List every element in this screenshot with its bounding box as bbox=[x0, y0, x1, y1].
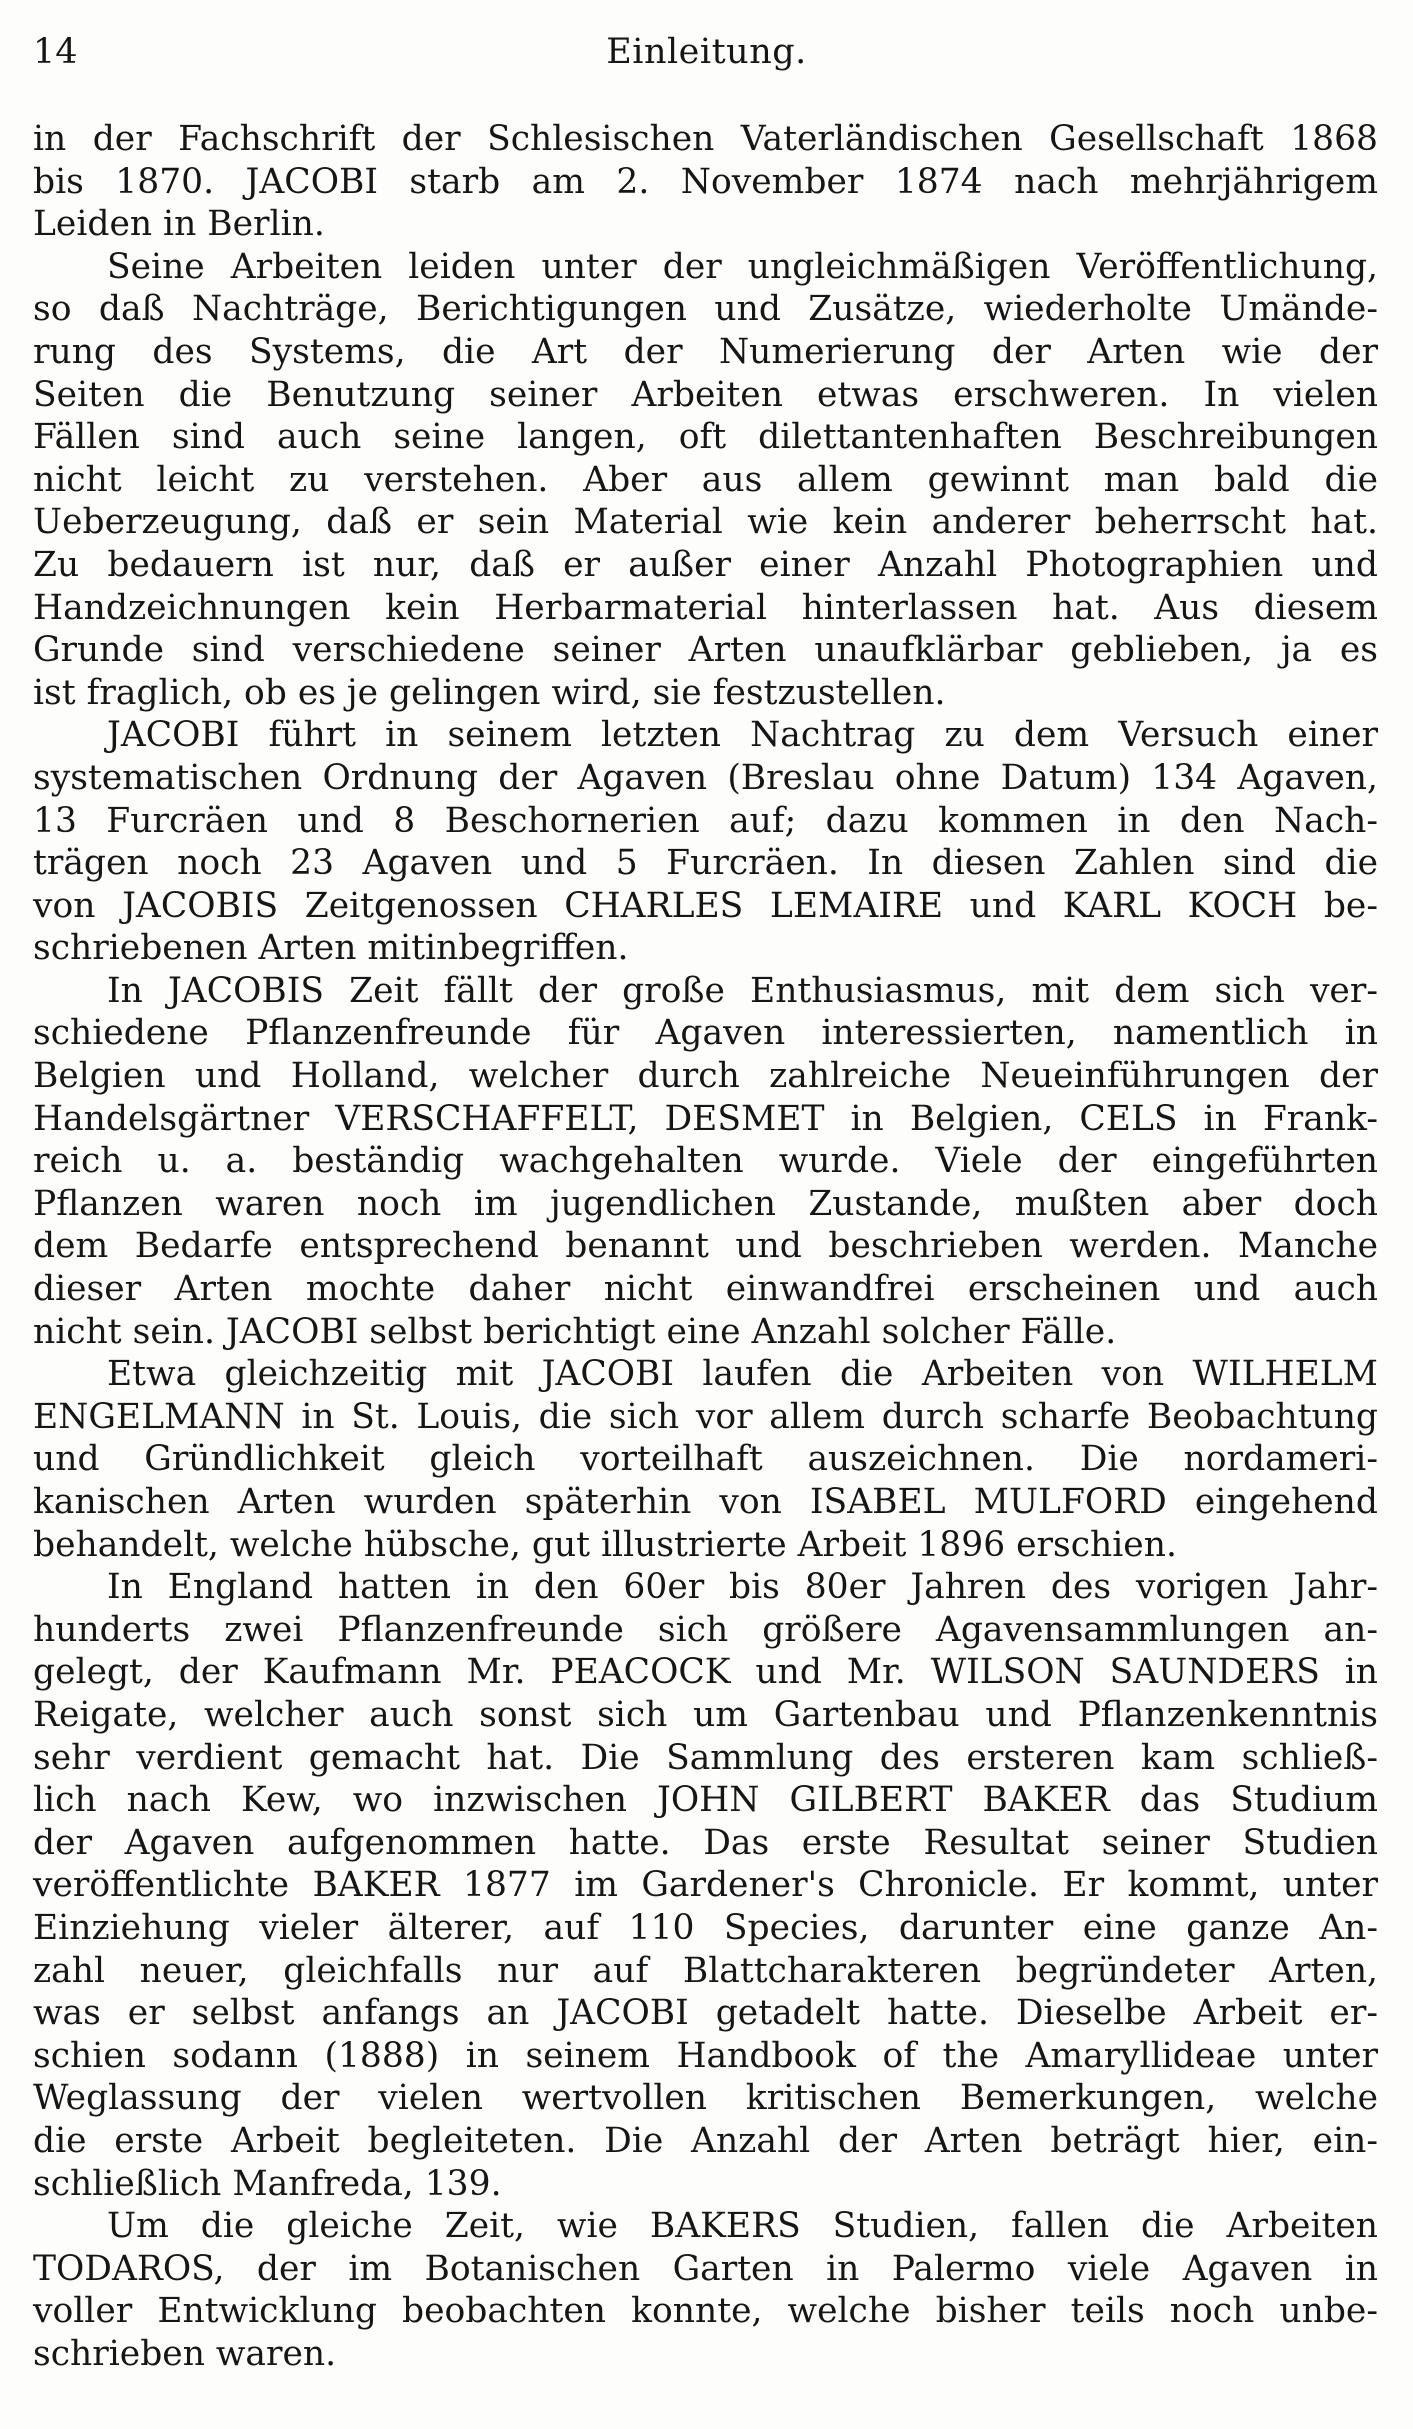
text-line: so daß Nachträge, Berichtigungen und Zusätze, wiederholte Umände- bbox=[33, 289, 1378, 330]
text-line: behandelt, welche hübsche, gut illustrierte Arbeit 1896 erschien. bbox=[33, 1524, 1177, 1565]
text-line: und Gründlichkeit gleich vorteilhaft auszeichnen. Die nordameri- bbox=[33, 1439, 1378, 1480]
text-line: ist fraglich, ob es je gelingen wird, sie festzustellen. bbox=[33, 672, 946, 713]
text-line: bis 1870. JACOBI starb am 2. November 1874 nach mehrjährigem bbox=[33, 161, 1378, 202]
text-line: Zu bedauern ist nur, daß er außer einer Anzahl Photographien und bbox=[33, 544, 1378, 585]
text-line: reich u. a. beständig wachgehalten wurde. Viele der eingeführten bbox=[33, 1141, 1378, 1182]
text-line: JACOBI führt in seinem letzten Nachtrag zu dem Versuch einer bbox=[107, 715, 1378, 756]
text-line: ENGELMANN in St. Louis, die sich vor allem durch scharfe Beobachtung bbox=[33, 1396, 1378, 1437]
text-line: In JACOBIS Zeit fällt der große Enthusiasmus, mit dem sich ver- bbox=[107, 970, 1378, 1011]
text-line: die erste Arbeit begleiteten. Die Anzahl der Arten beträgt hier, ein- bbox=[33, 2120, 1378, 2161]
text-line: dieser Arten mochte daher nicht einwandfrei erscheinen und auch bbox=[33, 1269, 1378, 1310]
text-line: Um die gleiche Zeit, wie BAKERS Studien, fallen die Arbeiten bbox=[107, 2206, 1378, 2247]
text-line: schrieben waren. bbox=[33, 2333, 337, 2374]
running-head: Einleitung. bbox=[606, 32, 807, 72]
text-line: dem Bedarfe entsprechend benannt und beschrieben werden. Manche bbox=[33, 1226, 1378, 1267]
text-line: Grunde sind verschiedene seiner Arten unaufklärbar geblieben, ja es bbox=[33, 630, 1378, 671]
text-line: trägen noch 23 Agaven und 5 Furcräen. In diesen Zahlen sind die bbox=[33, 843, 1378, 884]
text-line: systematischen Ordnung der Agaven (Breslau ohne Datum) 134 Agaven, bbox=[33, 757, 1378, 798]
text-line: hunderts zwei Pflanzenfreunde sich größere Agavensammlungen an- bbox=[33, 1609, 1378, 1650]
text-line: lich nach Kew, wo inzwischen JOHN GILBERT BAKER das Studium bbox=[33, 1780, 1378, 1821]
text-line: schließlich Manfreda, 139. bbox=[33, 2163, 502, 2204]
text-line: schiedene Pflanzenfreunde für Agaven interessierten, namentlich in bbox=[33, 1013, 1378, 1054]
text-line: voller Entwicklung beobachten konnte, welche bisher teils noch unbe- bbox=[33, 2291, 1378, 2332]
text-line: der Agaven aufgenommen hatte. Das erste Resultat seiner Studien bbox=[33, 1822, 1378, 1863]
text-line: in der Fachschrift der Schlesischen Vaterländischen Gesellschaft 1868 bbox=[33, 119, 1378, 159]
text-line: sehr verdient gemacht hat. Die Sammlung des ersteren kam schließ- bbox=[33, 1737, 1378, 1778]
text-line: Weglassung der vielen wertvollen kritischen Bemerkungen, welche bbox=[33, 2078, 1378, 2119]
text-line: Einziehung vieler älterer, auf 110 Species, darunter eine ganze An- bbox=[33, 1907, 1378, 1948]
text-line: rung des Systems, die Art der Numerierung der Arten wie der bbox=[33, 331, 1378, 372]
text-line: Pflanzen waren noch im jugendlichen Zustande, mußten aber doch bbox=[33, 1183, 1378, 1224]
text-line: Ueberzeugung, daß er sein Material wie kein anderer beherrscht hat. bbox=[33, 502, 1378, 543]
text-line: TODAROS, der im Botanischen Garten in Palermo viele Agaven in bbox=[33, 2248, 1378, 2289]
text-line: was er selbst anfangs an JACOBI getadelt hatte. Dieselbe Arbeit er- bbox=[33, 1993, 1378, 2034]
text-line: kanischen Arten wurden späterhin von ISABEL MULFORD eingehend bbox=[33, 1482, 1378, 1522]
text-line: Belgien und Holland, welcher durch zahlreiche Neueinführungen der bbox=[33, 1056, 1378, 1097]
text-line: 13 Furcräen und 8 Beschornerien auf; dazu kommen in den Nach- bbox=[33, 800, 1378, 841]
text-line: Etwa gleichzeitig mit JACOBI laufen die Arbeiten von WILHELM bbox=[107, 1354, 1378, 1395]
text-line: zahl neuer, gleichfalls nur auf Blattcharakteren begründeter Arten, bbox=[33, 1950, 1378, 1991]
text-line: Fällen sind auch seine langen, oft dilettantenhaften Beschreibungen bbox=[33, 417, 1378, 458]
page-number: 14 bbox=[33, 32, 78, 72]
text-line: veröffentlichte BAKER 1877 im Gardener's Chronicle. Er kommt, unter bbox=[33, 1865, 1378, 1906]
text-line: Reigate, welcher auch sonst sich um Gartenbau und Pflanzenkenntnis bbox=[33, 1694, 1378, 1735]
text-line: In England hatten in den 60er bis 80er Jahren des vorigen Jahr- bbox=[107, 1567, 1378, 1608]
text-line: Handzeichnungen kein Herbarmaterial hinterlassen hat. Aus diesem bbox=[33, 587, 1378, 628]
text-line: schien sodann (1888) in seinem Handbook of the Amaryllideae unter bbox=[33, 2035, 1378, 2076]
text-line: Seiten die Benutzung seiner Arbeiten etwas erschweren. In vielen bbox=[33, 374, 1378, 415]
text-line: Leiden in Berlin. bbox=[33, 204, 325, 245]
text-line: von JACOBIS Zeitgenossen CHARLES LEMAIRE und KARL KOCH be- bbox=[33, 885, 1378, 926]
text-line: gelegt, der Kaufmann Mr. PEACOCK und Mr. WILSON SAUNDERS in bbox=[33, 1652, 1378, 1693]
text-line: schriebenen Arten mitinbegriffen. bbox=[33, 928, 629, 969]
text-line: Handelsgärtner VERSCHAFFELT, DESMET in Belgien, CELS in Frank- bbox=[33, 1098, 1378, 1139]
body-text bbox=[33, 118, 1378, 2375]
text-line: nicht sein. JACOBI selbst berichtigt eine Anzahl solcher Fälle. bbox=[33, 1311, 1117, 1352]
text-line: Seine Arbeiten leiden unter der ungleichmäßigen Veröffentlichung, bbox=[107, 246, 1378, 287]
text-line: nicht leicht zu verstehen. Aber aus allem gewinnt man bald die bbox=[33, 459, 1378, 500]
